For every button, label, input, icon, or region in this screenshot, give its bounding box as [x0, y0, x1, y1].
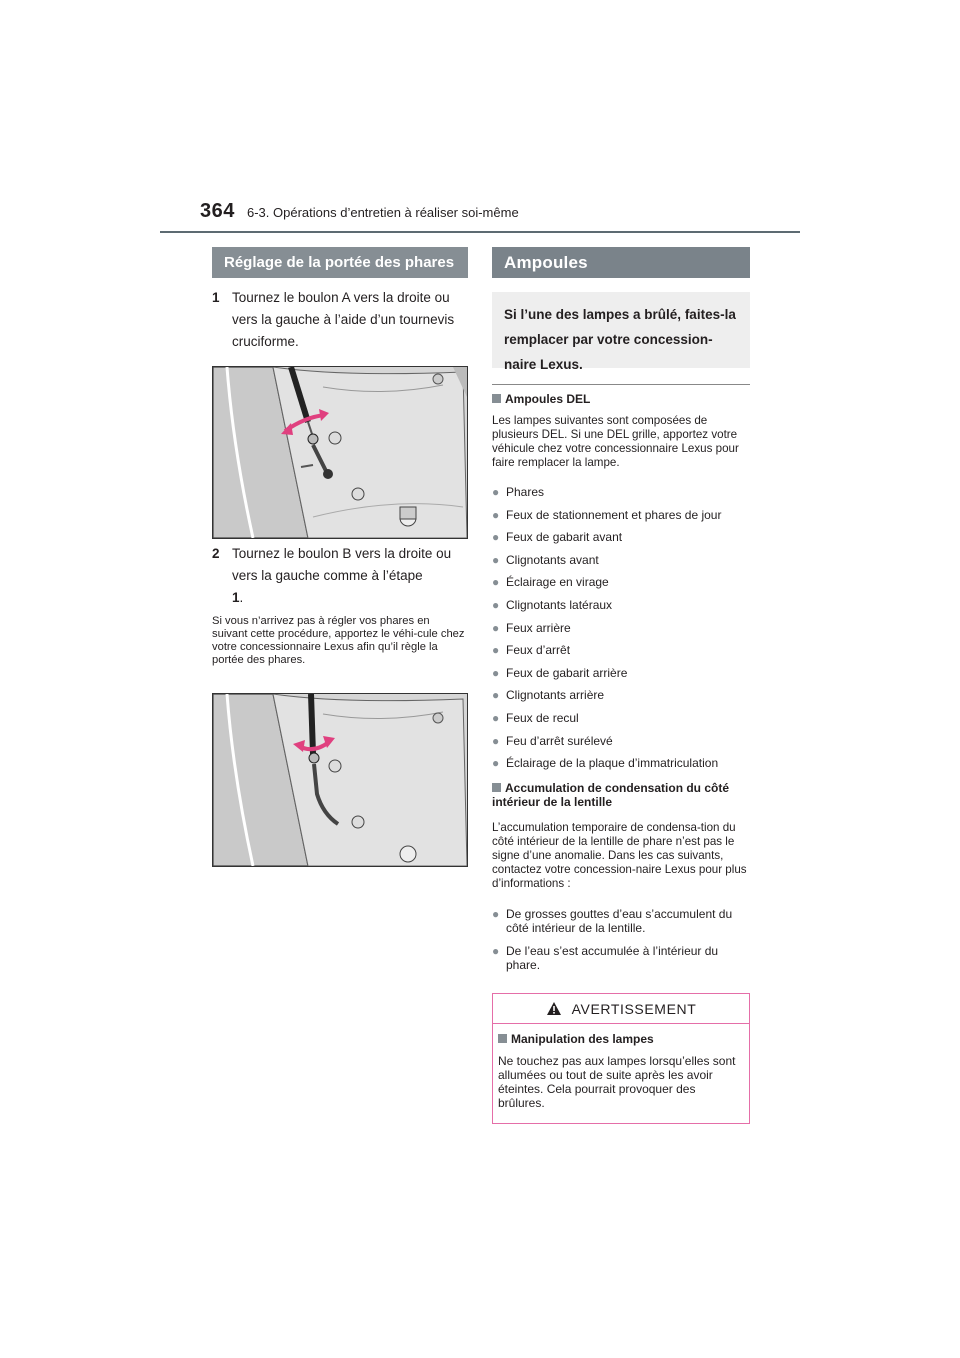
figure-bolt-b — [212, 693, 468, 867]
led-bulbs-heading: Ampoules DEL — [492, 392, 750, 406]
round-bullet-icon: ● — [492, 733, 500, 748]
led-bulbs-text: Les lampes suivantes sont composées de plusieurs DEL. Si une DEL grille, apportez votre véhicule chez votre concessionnaire Lexus pour faire remplacer la lampe. — [492, 414, 739, 469]
round-bullet-icon: ● — [492, 665, 500, 680]
section-header-bulbs: Ampoules — [492, 247, 750, 278]
condensation-list — [492, 907, 750, 981]
round-bullet-icon: ● — [492, 620, 500, 635]
list-item — [492, 553, 750, 567]
step-2-text: Tournez le boulon B vers la droite ou vers la gauche comme à l’étape — [232, 546, 452, 583]
list-item-text: Clignotants latéraux — [506, 597, 613, 612]
list-item-text: Feux de stationnement et phares de jour — [506, 507, 722, 522]
warning-title-bar — [493, 994, 749, 1024]
round-bullet-icon: ● — [492, 485, 500, 499]
warning-text: Ne touchez pas aux lampes lorsqu’elles sont allumées ou tout de suite après les avoir éteintes. Cela pourrait provoquer des brûlures. — [498, 1054, 736, 1110]
led-bulb-list — [492, 485, 750, 779]
round-bullet-icon: ● — [492, 944, 500, 958]
header-rule — [160, 231, 800, 233]
list-item — [492, 944, 750, 972]
warning-triangle-icon — [546, 1001, 562, 1016]
warning-title: AVERTISSEMENT — [571, 1000, 697, 1017]
list-item-text: Feux de gabarit arrière — [506, 665, 628, 680]
round-bullet-icon: ● — [492, 575, 500, 590]
list-item-text: De l’eau s’est accumulée à l’intérieur du phare. — [506, 944, 719, 972]
list-item — [492, 485, 750, 499]
list-item-text: Éclairage en virage — [506, 575, 609, 590]
round-bullet-icon: ● — [492, 552, 500, 567]
list-item-text: Feux d’arrêt — [506, 643, 571, 658]
warning-heading: Manipulation des lampes — [498, 1032, 749, 1046]
section-divider — [492, 384, 750, 385]
list-item — [492, 508, 750, 522]
round-bullet-icon: ● — [492, 688, 500, 703]
page-number: 364 — [200, 200, 235, 222]
list-item — [492, 598, 750, 612]
list-item — [492, 621, 750, 635]
step-1 — [212, 287, 468, 353]
round-bullet-icon: ● — [492, 597, 500, 612]
list-item-text: Feux de gabarit avant — [506, 530, 623, 545]
warning-box — [492, 993, 750, 1124]
list-item-text: Phares — [506, 485, 545, 499]
list-item — [492, 688, 750, 702]
section-header-headlight-aim: Réglage de la portée des phares — [212, 247, 468, 278]
list-item — [492, 907, 750, 935]
headlight-bolt-b-illustration — [213, 694, 467, 866]
square-bullet-icon — [492, 783, 501, 792]
step-1-text: Tournez le boulon A vers la droite ou vers la gauche à l’aide d’un tournevis cruciforme. — [232, 290, 455, 349]
step-2 — [212, 543, 468, 609]
list-item-text: De grosses gouttes d’eau s’accumulent du côté intérieur de la lentille. — [506, 907, 733, 935]
list-item — [492, 575, 750, 589]
list-item-text: Feu d’arrêt surélevé — [506, 733, 613, 748]
list-item-text: Clignotants avant — [506, 552, 599, 567]
round-bullet-icon: ● — [492, 507, 500, 522]
round-bullet-icon: ● — [492, 756, 500, 771]
step-2-end: . — [239, 590, 244, 605]
chapter-title: 6-3. Opérations d’entretien à réaliser soi-même — [247, 205, 519, 220]
list-item — [492, 734, 750, 748]
step-2-number: 2 — [212, 546, 220, 561]
list-item — [492, 666, 750, 680]
list-item — [492, 530, 750, 544]
round-bullet-icon: ● — [492, 907, 500, 921]
condensation-text: L’accumulation temporaire de condensa-tion du côté intérieur de la lentille de phare n’est pas le signe d’une anomalie. Dans les cas suivants, contactez votre concession-naire Lexus pour plus d’informations : — [492, 821, 747, 890]
round-bullet-icon: ● — [492, 530, 500, 545]
square-bullet-icon — [498, 1034, 507, 1043]
headlight-bolt-a-illustration — [213, 367, 467, 538]
round-bullet-icon: ● — [492, 643, 500, 658]
list-item-text: Clignotants arrière — [506, 688, 605, 703]
info-box: Si l’une des lampes a brûlé, faites-la remplacer par votre concession-naire Lexus. — [492, 292, 750, 368]
condensation-heading: Accumulation de condensation du côté intérieur de la lentille — [492, 781, 730, 809]
round-bullet-icon: ● — [492, 710, 500, 725]
list-item — [492, 711, 750, 725]
list-item-text: Feux arrière — [506, 620, 571, 635]
step-2-ref: 1 — [232, 590, 240, 605]
list-item — [492, 756, 750, 770]
list-item-text: Éclairage de la plaque d’immatriculation — [506, 756, 719, 771]
list-item — [492, 643, 750, 657]
square-bullet-icon — [492, 394, 501, 403]
list-item-text: Feux de recul — [506, 710, 579, 725]
figure-bolt-a — [212, 366, 468, 539]
step-1-number: 1 — [212, 290, 220, 305]
adjustment-note: Si vous n’arrivez pas à régler vos phares en suivant cette procédure, apportez le véhi-cule chez votre concessionnaire Lexus afin qu’il règle la portée des phares. — [212, 615, 465, 666]
